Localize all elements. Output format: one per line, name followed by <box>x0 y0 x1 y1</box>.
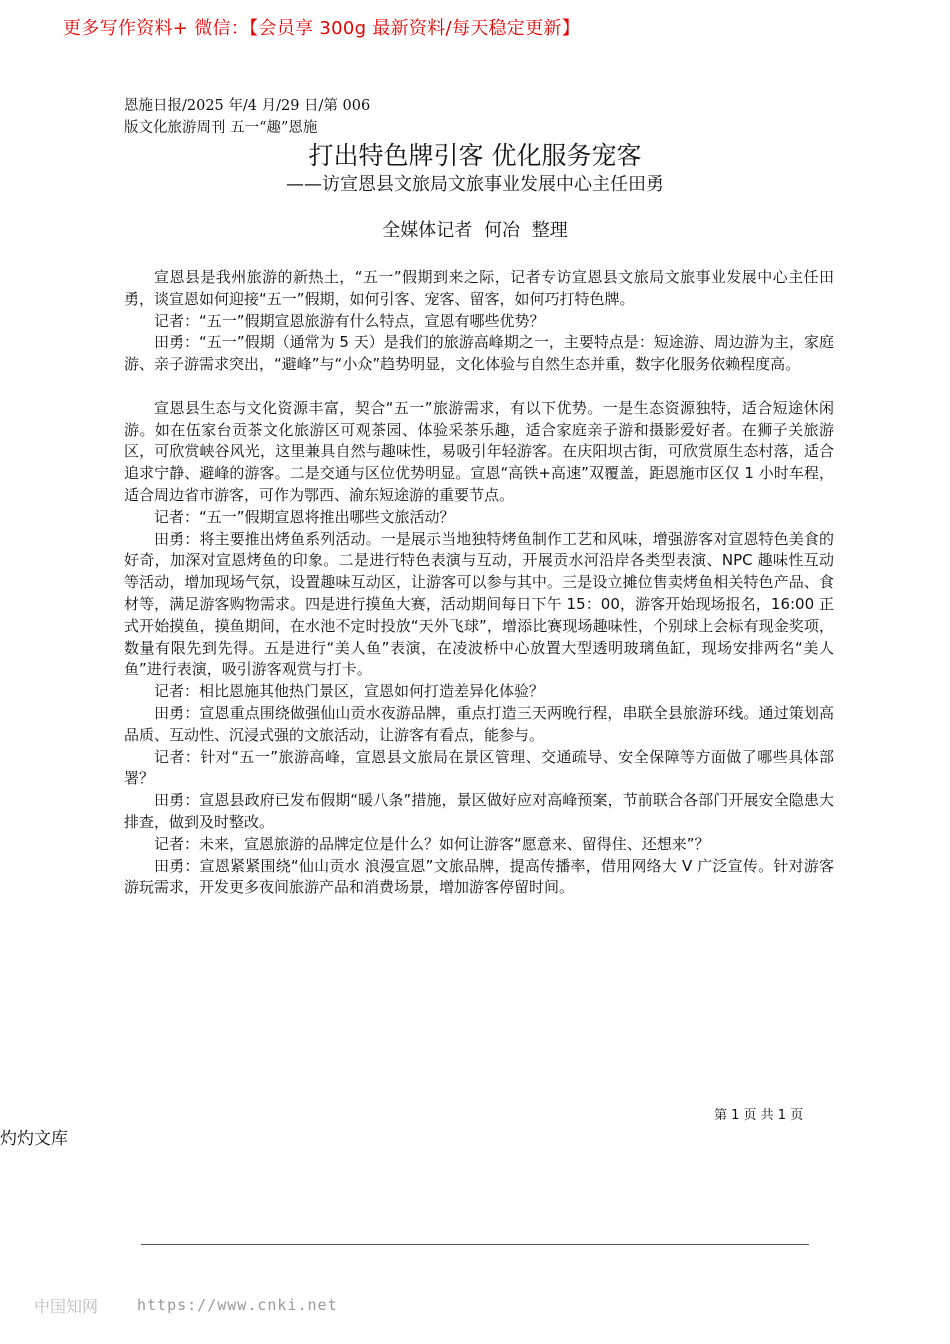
watermark-label: 灼灼文库 <box>0 1129 68 1149</box>
paragraph: 记者：针对“五一”旅游高峰，宣恩县文旅局在景区管理、交通疏导、安全保障等方面做了哪些具体部署？ <box>124 747 834 788</box>
paragraph: 记者：“五一”假期宣恩旅游有什么特点，宣恩有哪些优势？ <box>154 311 545 330</box>
paragraph: 田勇：“五一”假期（通常为 5 天）是我们的旅游高峰期之一，主要特点是：短途游、周边游为主，家庭游、亲子游需求突出，“避峰”与“小众”趋势明显，文化体验与自然生态并重，数字化服务依赖程度高。 <box>124 333 834 374</box>
dateline: 恩施日报/2025 年/4 月/29 日/第 006 <box>124 98 371 114</box>
paragraph: 记者：相比恩施其他热门景区，宣恩如何打造差异化体验？ <box>154 682 545 701</box>
paragraph: 宣恩县生态与文化资源丰富，契合“五一”旅游需求，有以下优势。一是生态资源独特，适合短途休闲游。如在伍家台贡茶文化旅游区可观茶园、体验采茶乐趣，适合家庭亲子游和摄影爱好者。在狮子关旅游区，可欣赏峡谷风光，这里兼具自然与趣味性，易吸引年轻游客。在庆阳坝古街，可欣赏原生态村落，适合追求宁静、避峰的游客。二是交通与区位优势明显。宣恩“高铁+高速”双覆盖，距恩施市区仅 1 小时车程，适合周边省市游客，可作为鄂西、渝东短途游的重要节点。 <box>124 398 834 504</box>
article-subtitle: ——访宣恩县文旅局文旅事业发展中心主任田勇 <box>286 174 664 195</box>
paragraph: 田勇：宣恩县政府已发布假期“暖八条”措施，景区做好应对高峰预案，节前联合各部门开展安全隐患大排查，做到及时整改。 <box>124 791 834 831</box>
byline: 全媒体记者 何冶 整理 <box>382 220 568 241</box>
section-label: 版文化旅游周刊 五一“趣”恩施 <box>124 120 318 136</box>
paragraph: 田勇：宣恩重点围绕做强仙山贡水夜游品牌，重点打造三天两晚行程，串联全县旅游环线。通过策划高品质、互动性、沉浸式强的文旅活动，让游客有看点，能参与。 <box>124 703 834 744</box>
footer-divider <box>141 1244 809 1245</box>
page-number: 第 1 页 共 1 页 <box>714 1108 804 1123</box>
paragraph: 记者：“五一”假期宣恩将推出哪些文旅活动？ <box>154 507 455 526</box>
paragraph: 宣恩县是我州旅游的新热土，“五一”假期到来之际，记者专访宣恩县文旅局文旅事业发展中心主任田勇，谈宣恩如何迎接“五一”假期，如何引客、宠客、留客，如何巧打特色牌。 <box>124 268 834 308</box>
paragraph: 记者：未来，宣恩旅游的品牌定位是什么？如何让游客“愿意来、留得住、还想来”？ <box>154 834 710 853</box>
footer-url-link[interactable]: https://www.cnki.net <box>137 1296 338 1314</box>
promo-banner: 更多写作资料+ 微信：【会员享 300g 最新资料/每天稳定更新】 <box>63 18 580 39</box>
article-title: 打出特色牌引客 优化服务宠客 <box>308 141 642 170</box>
footer-brand: 中国知网 <box>34 1297 99 1316</box>
article-body <box>124 267 834 899</box>
paragraph: 田勇：将主要推出烤鱼系列活动。一是展示当地独特烤鱼制作工艺和风味，增强游客对宣恩特色美食的好奇，加深对宣恩烤鱼的印象。二是进行特色表演与互动，开展贡水河沿岸各类型表演、NPC 趣味性互动等活动，增加现场气氛，设置趣味互动区，让游客可以参与其中。三是设立摊位售卖烤鱼相关特色产品、食材等，满足游客购物需求。四是进行摸鱼大赛，活动期间每日下午 15：00，游客开始现场报名，16:00 正式开始摸鱼，摸鱼期间，在水池不定时投放“天外飞球”，增添比赛现场趣味性，个别球上会标有现金奖项，数量有限先到先得。五是进行“美人鱼”表演，在凌波桥中心放置大型透明玻璃鱼缸，现场安排两名“美人鱼”进行表演，吸引游客观赏与打卡。 <box>124 529 834 679</box>
paragraph: 田勇：宣恩紧紧围绕“仙山贡水 浪漫宣恩”文旅品牌，提高传播率，借用网络大 V 广泛宣传。针对游客游玩需求，开发更多夜间旅游产品和消费场景，增加游客停留时间。 <box>124 856 834 897</box>
